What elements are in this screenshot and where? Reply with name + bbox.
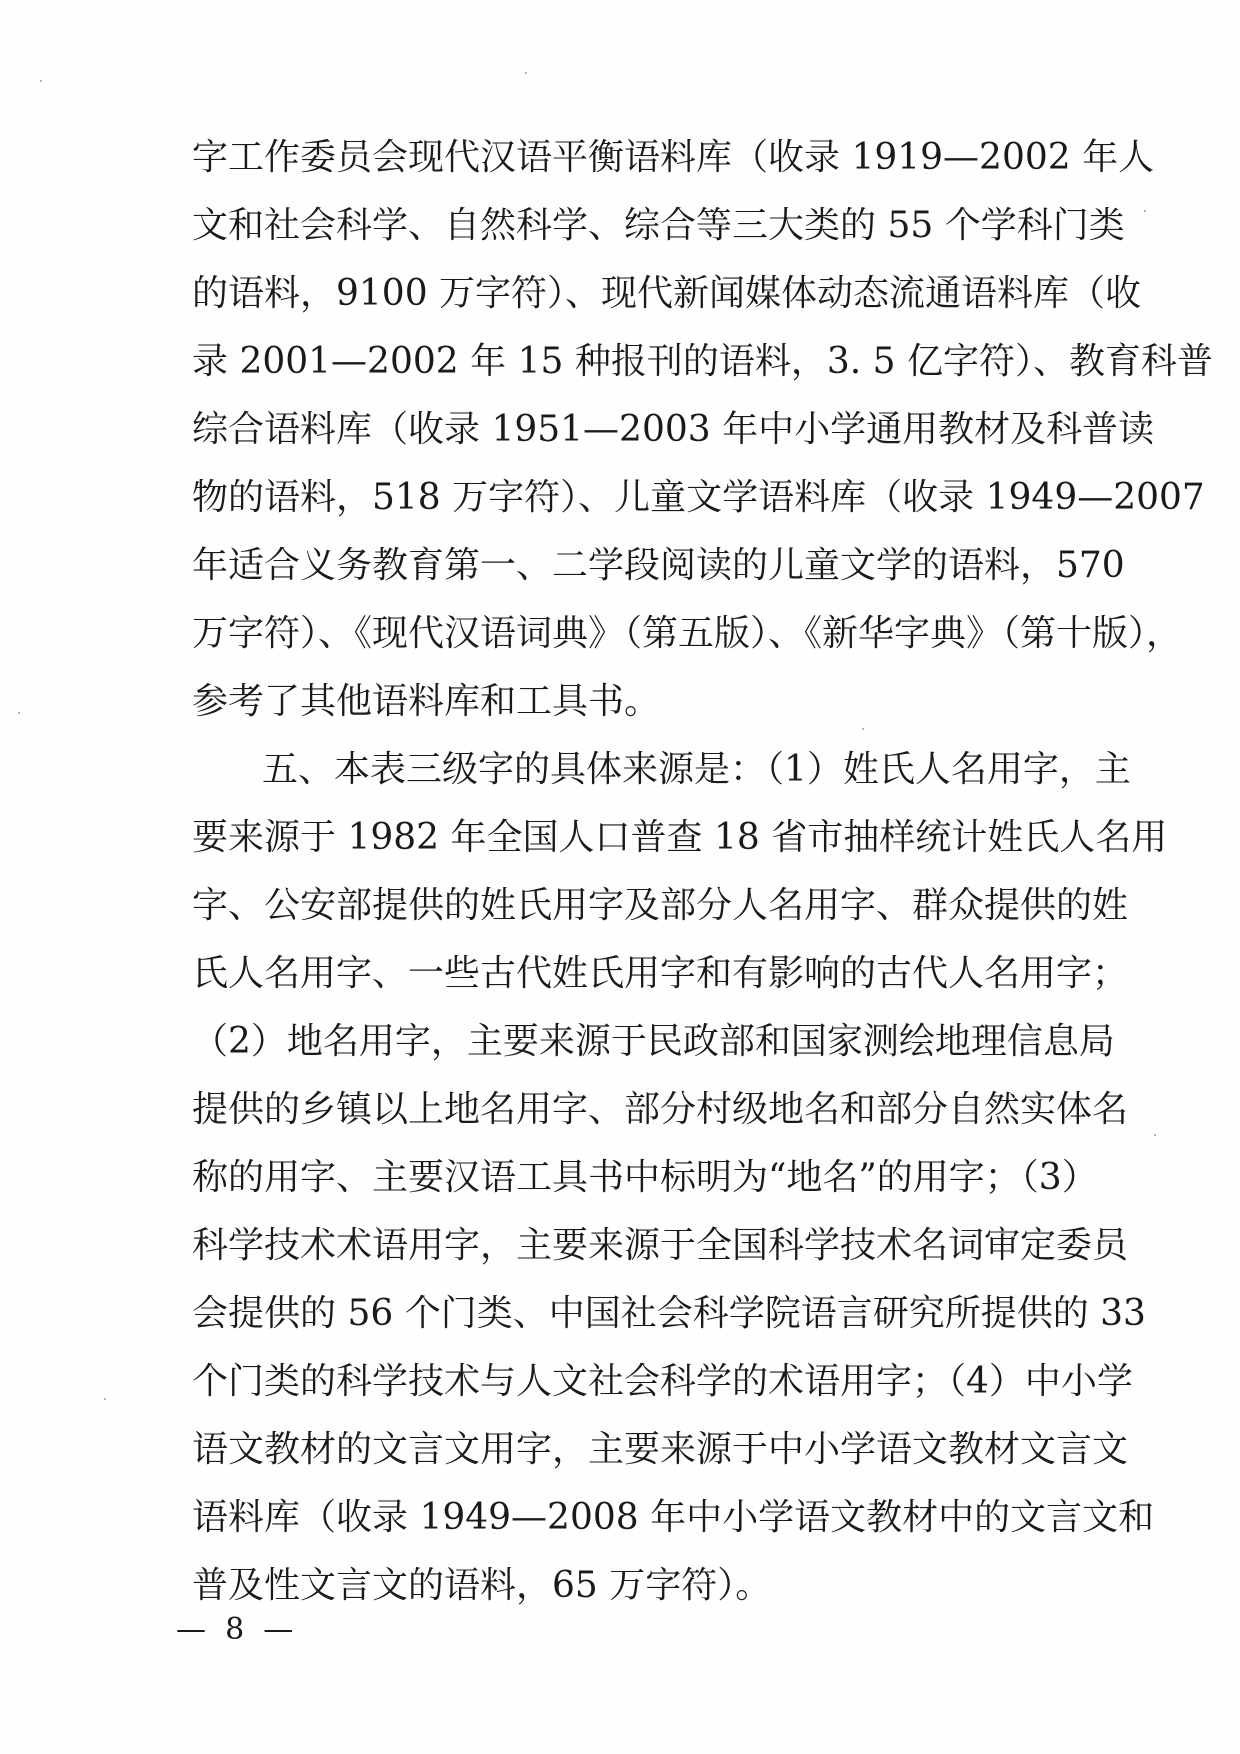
text-line: 普及性文言文的语料，65 万字符）。	[192, 1565, 772, 1606]
text-line: 氏人名用字、一些古代姓氏用字和有影响的古代人名用字；	[192, 953, 1129, 994]
scan-speck	[862, 728, 864, 730]
scan-speck	[18, 712, 20, 714]
text-line: 要来源于 1982 年全国人口普查 18 省市抽样统计姓氏人名用	[192, 817, 1168, 858]
scan-speck	[525, 72, 527, 74]
scan-speck	[40, 80, 42, 82]
text-line: 科学技术术语用字，主要来源于全国科学技术名词审定委员	[192, 1225, 1129, 1266]
page-number: — 8 —	[176, 1612, 294, 1647]
scan-speck	[1154, 1134, 1156, 1136]
text-line: 字、公安部提供的姓氏用字及部分人名用字、群众提供的姓	[192, 885, 1129, 926]
text-line: 称的用字、主要汉语工具书中标明为“地名”的用字；（3）	[192, 1157, 1098, 1198]
text-line: 文和社会科学、自然科学、综合等三大类的 55 个学科门类	[192, 205, 1125, 246]
text-line: 参考了其他语料库和工具书。	[192, 681, 661, 722]
text-line: 语料库（收录 1949—2008 年中小学语文教材中的文言文和	[192, 1497, 1155, 1538]
text-line: 万字符）、《现代汉语词典》（第五版）、《新华字典》（第十版），	[192, 613, 1183, 654]
text-line: 字工作委员会现代汉语平衡语料库（收录 1919—2002 年人	[192, 137, 1155, 178]
text-line: 个门类的科学技术与人文社会科学的术语用字；（4）中小学	[192, 1361, 1133, 1402]
text-line: 会提供的 56 个门类、中国社会科学院语言研究所提供的 33	[192, 1293, 1146, 1334]
text-line: 提供的乡镇以上地名用字、部分村级地名和部分自然实体名	[192, 1089, 1129, 1130]
text-line: 的语料，9100 万字符）、现代新闻媒体动态流通语料库（收	[192, 273, 1142, 314]
text-line: 录 2001—2002 年 15 种报刊的语料，3. 5 亿字符）、教育科普	[192, 341, 1213, 382]
text-line: 年适合义务教育第一、二学段阅读的儿童文学的语料，570	[192, 545, 1125, 586]
text-line: 物的语料，518 万字符）、儿童文学语料库（收录 1949—2007	[192, 477, 1205, 518]
text-line: 五、本表三级字的具体来源是：（1）姓氏人名用字，主	[262, 749, 1131, 790]
text-line: （2）地名用字，主要来源于民政部和国家测绘地理信息局	[192, 1021, 1115, 1062]
text-line: 语文教材的文言文用字，主要来源于中小学语文教材文言文	[192, 1429, 1129, 1470]
text-line: 综合语料库（收录 1951—2003 年中小学通用教材及科普读	[192, 409, 1155, 450]
scan-speck	[104, 1398, 106, 1400]
scan-speck	[1144, 210, 1146, 212]
